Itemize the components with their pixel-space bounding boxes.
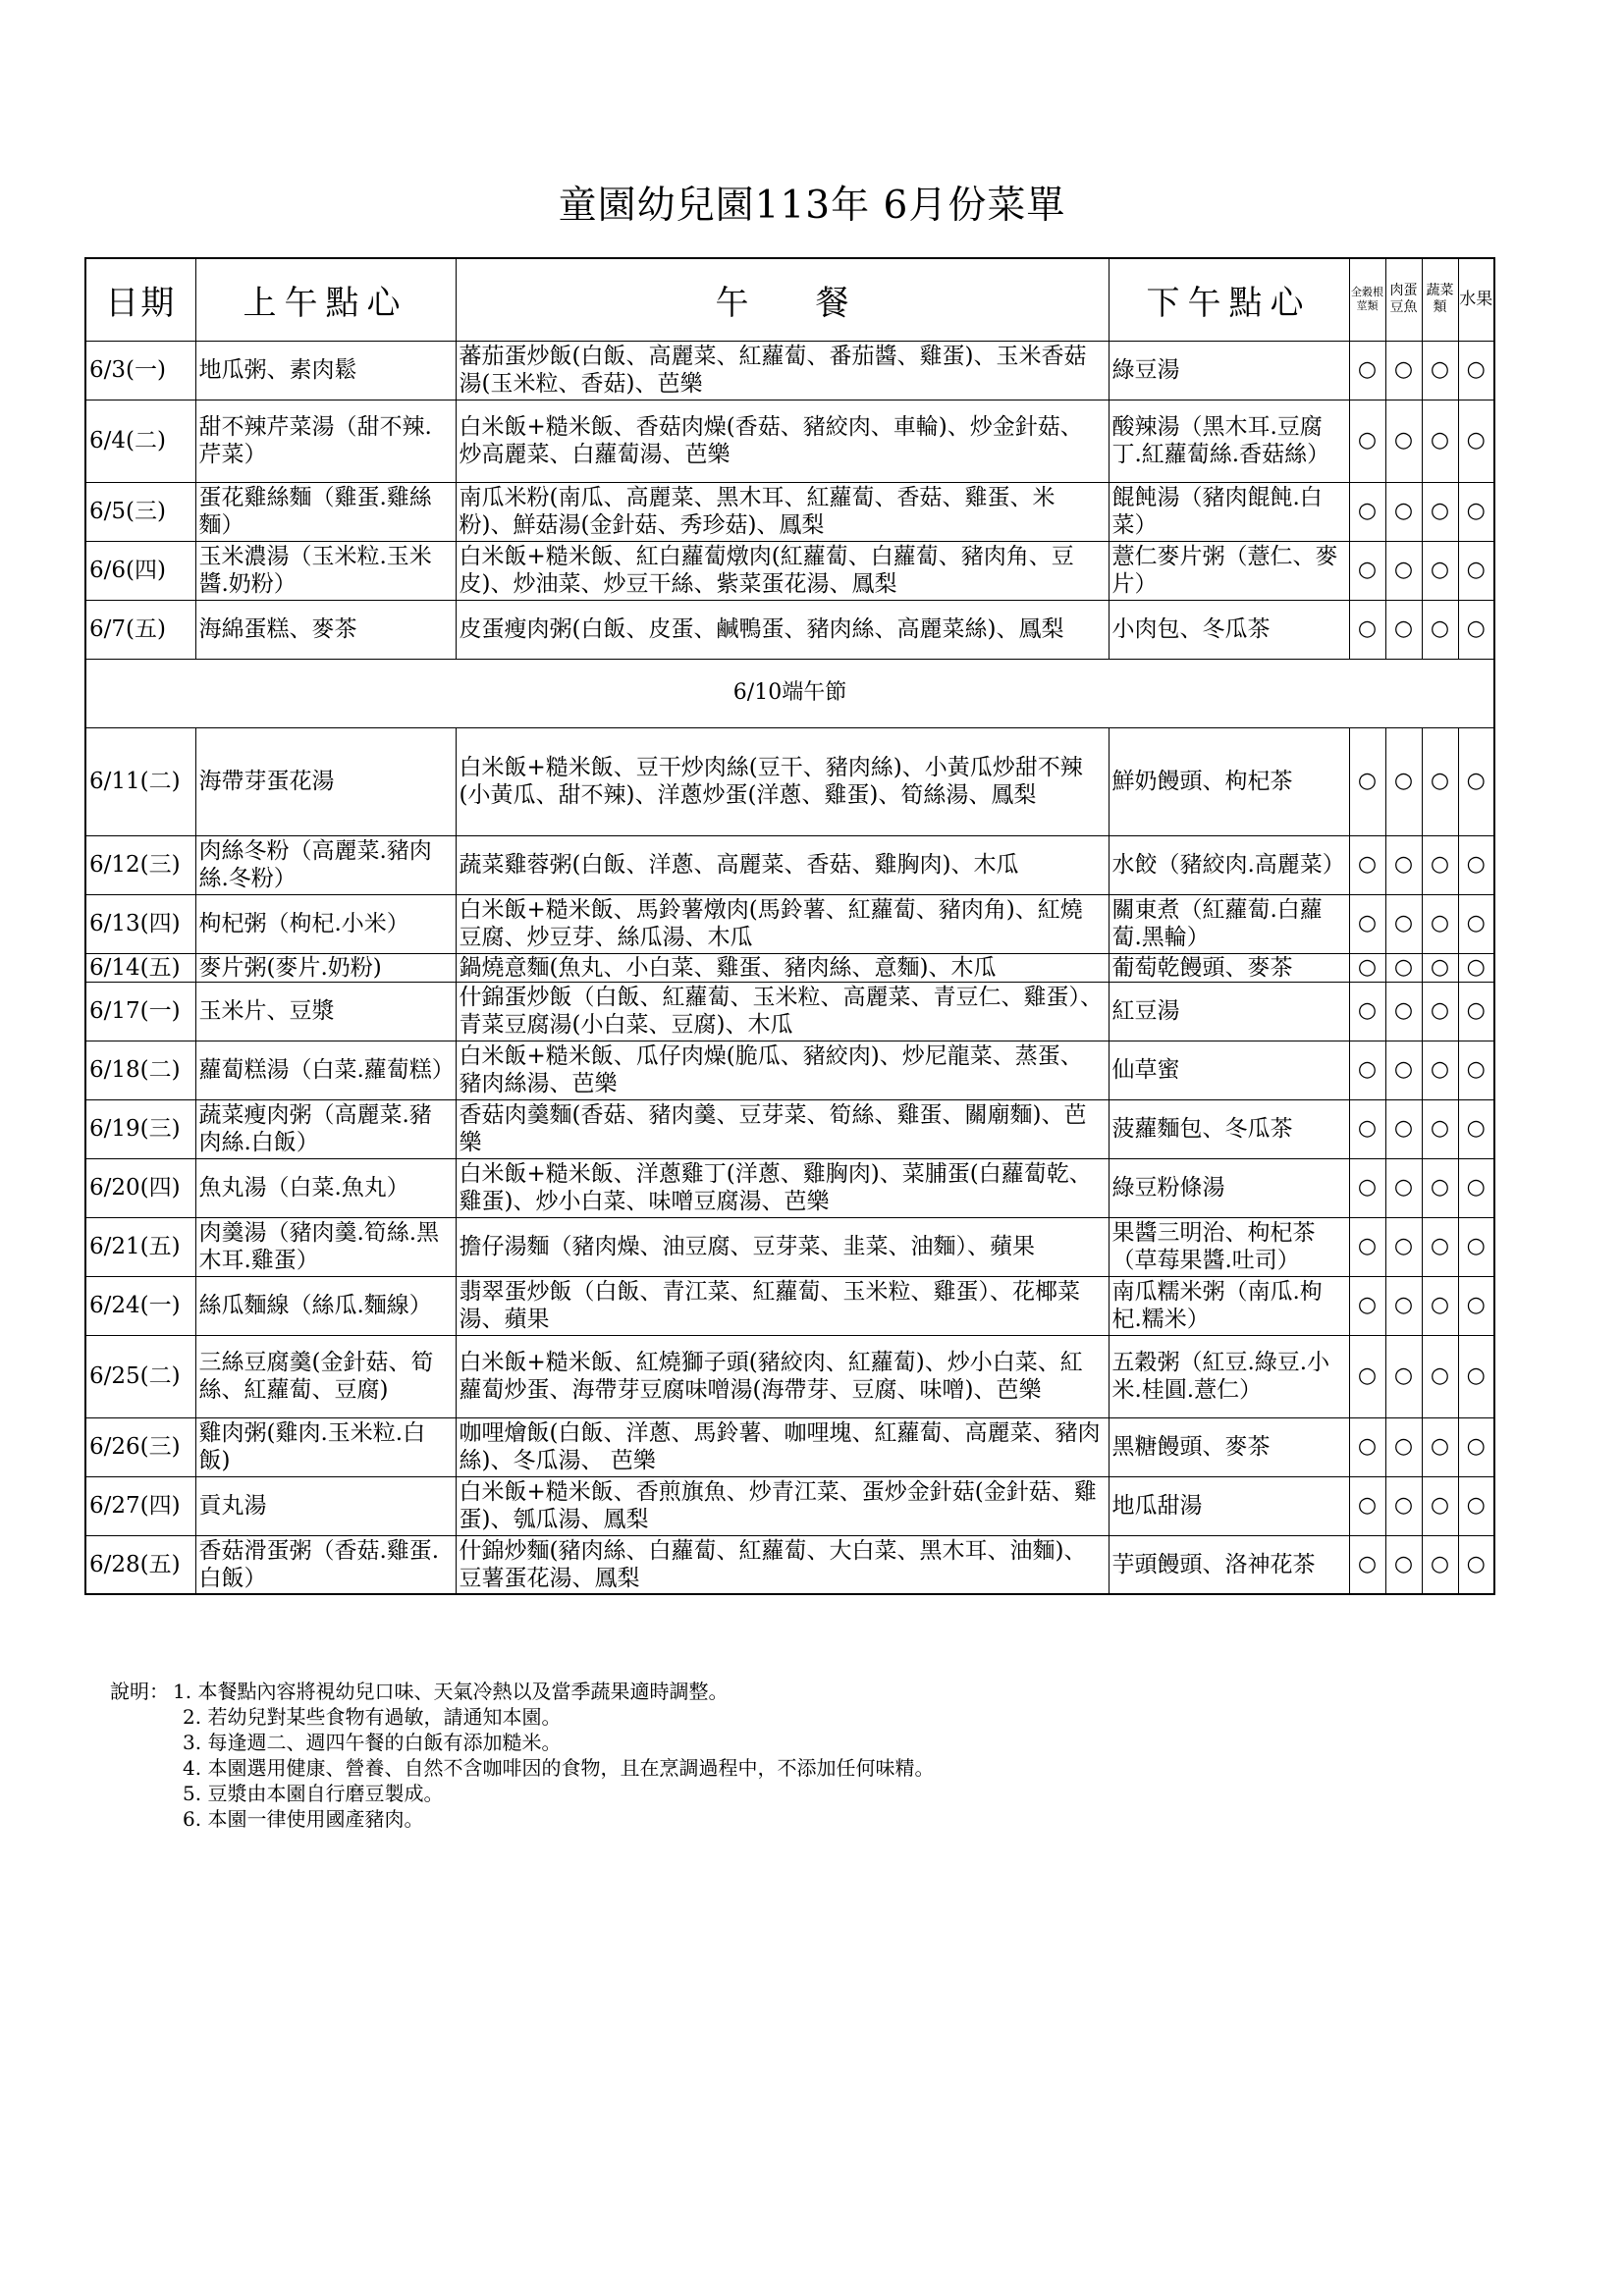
menu-row (85, 600, 1494, 659)
lunch-cell: 白米飯+糙米飯、香菇肉燥(香菇、豬絞肉、車輪)、炒金針菇、炒高麗菜、白蘿蔔湯、芭樂 (456, 400, 1109, 482)
food-group-mark: ○ (1422, 835, 1458, 894)
date-cell: 6/21(五) (85, 1217, 195, 1276)
lunch-cell: 南瓜米粉(南瓜、高麗菜、黑木耳、紅蘿蔔、香菇、雞蛋、米粉)、鮮菇湯(金針菇、秀珍菇)、鳳梨 (456, 482, 1109, 541)
afternoon-snack-cell: 鮮奶饅頭、枸杞茶 (1109, 727, 1349, 835)
afternoon-snack-cell: 小肉包、冬瓜茶 (1109, 600, 1349, 659)
menu-row (85, 1099, 1494, 1158)
food-group-mark: ○ (1458, 1158, 1494, 1217)
food-group-mark: ○ (1349, 982, 1385, 1041)
menu-row (85, 1041, 1494, 1099)
menu-row (85, 1417, 1494, 1476)
morning-snack-cell: 三絲豆腐羹(金針菇、筍絲、紅蘿蔔、豆腐) (195, 1335, 456, 1417)
food-group-mark: ○ (1458, 894, 1494, 953)
food-group-mark: ○ (1422, 727, 1458, 835)
menu-row (85, 1276, 1494, 1335)
food-group-mark: ○ (1349, 727, 1385, 835)
food-group-mark: ○ (1422, 341, 1458, 400)
food-group-mark: ○ (1349, 894, 1385, 953)
food-group-mark: ○ (1458, 400, 1494, 482)
note-line-1 (110, 1679, 934, 1704)
food-group-mark: ○ (1349, 400, 1385, 482)
afternoon-snack-cell: 芋頭饅頭、洛神花茶 (1109, 1535, 1349, 1594)
note-item: 4. 本園選用健康、營養、自然不含咖啡因的食物，且在烹調過程中，不添加任何味精。 (183, 1756, 935, 1780)
date-cell: 6/7(五) (85, 600, 195, 659)
afternoon-snack-cell: 綠豆粉條湯 (1109, 1158, 1349, 1217)
food-group-mark: ○ (1349, 1476, 1385, 1535)
food-group-mark: ○ (1422, 982, 1458, 1041)
header-morning-snack: 上午點心 (195, 258, 456, 341)
food-group-mark: ○ (1422, 1158, 1458, 1217)
food-group-mark: ○ (1458, 1217, 1494, 1276)
morning-snack-cell: 魚丸湯（白菜.魚丸） (195, 1158, 456, 1217)
food-group-mark: ○ (1458, 982, 1494, 1041)
lunch-cell: 蔬菜雞蓉粥(白飯、洋蔥、高麗菜、香菇、雞胸肉)、木瓜 (456, 835, 1109, 894)
menu-row (85, 1535, 1494, 1594)
date-cell: 6/19(三) (85, 1099, 195, 1158)
morning-snack-cell: 地瓜粥、素肉鬆 (195, 341, 456, 400)
afternoon-snack-cell: 酸辣湯（黑木耳.豆腐丁.紅蘿蔔絲.香菇絲） (1109, 400, 1349, 482)
morning-snack-cell: 蔬菜瘦肉粥（高麗菜.豬肉絲.白飯） (195, 1099, 456, 1158)
header-date: 日期 (85, 258, 195, 341)
food-group-mark: ○ (1422, 1535, 1458, 1594)
afternoon-snack-cell: 黑糖饅頭、麥茶 (1109, 1417, 1349, 1476)
morning-snack-cell: 甜不辣芹菜湯（甜不辣.芹菜） (195, 400, 456, 482)
lunch-cell: 什錦炒麵(豬肉絲、白蘿蔔、紅蘿蔔、大白菜、黑木耳、油麵)、豆薯蛋花湯、鳳梨 (456, 1535, 1109, 1594)
food-group-mark: ○ (1422, 400, 1458, 482)
date-cell: 6/25(二) (85, 1335, 195, 1417)
food-group-mark: ○ (1385, 982, 1422, 1041)
food-group-mark: ○ (1422, 1417, 1458, 1476)
lunch-cell: 咖哩燴飯(白飯、洋蔥、馬鈴薯、咖哩塊、紅蘿蔔、高麗菜、豬肉絲)、冬瓜湯、 芭樂 (456, 1417, 1109, 1476)
date-cell: 6/12(三) (85, 835, 195, 894)
food-group-mark: ○ (1349, 1276, 1385, 1335)
header-lunch: 午 餐 (456, 258, 1109, 341)
food-group-mark: ○ (1385, 894, 1422, 953)
food-group-mark: ○ (1349, 1099, 1385, 1158)
morning-snack-cell: 枸杞粥（枸杞.小米） (195, 894, 456, 953)
note-item: 2. 若幼兒對某些食物有過敏，請通知本園。 (183, 1705, 562, 1729)
afternoon-snack-cell: 五穀粥（紅豆.綠豆.小米.桂圓.薏仁） (1109, 1335, 1349, 1417)
afternoon-snack-cell: 葡萄乾饅頭、麥茶 (1109, 953, 1349, 982)
food-group-mark: ○ (1422, 1276, 1458, 1335)
afternoon-snack-cell: 南瓜糯米粥（南瓜.枸杞.糯米） (1109, 1276, 1349, 1335)
note-item: 1. 本餐點內容將視幼兒口味、天氣冷熱以及當季蔬果適時調整。 (173, 1680, 729, 1703)
morning-snack-cell: 肉羹湯（豬肉羹.筍絲.黑木耳.雞蛋） (195, 1217, 456, 1276)
menu-row (85, 1476, 1494, 1535)
food-group-mark: ○ (1422, 1217, 1458, 1276)
food-group-mark: ○ (1385, 600, 1422, 659)
menu-row (85, 835, 1494, 894)
food-group-mark: ○ (1422, 894, 1458, 953)
header-fruit: 水果 (1458, 258, 1494, 341)
morning-snack-cell: 肉絲冬粉（高麗菜.豬肉絲.冬粉） (195, 835, 456, 894)
lunch-cell: 翡翠蛋炒飯（白飯、青江菜、紅蘿蔔、玉米粒、雞蛋）、花椰菜湯、蘋果 (456, 1276, 1109, 1335)
lunch-cell: 香菇肉羹麵(香菇、豬肉羹、豆芽菜、筍絲、雞蛋、關廟麵)、芭樂 (456, 1099, 1109, 1158)
afternoon-snack-cell: 地瓜甜湯 (1109, 1476, 1349, 1535)
food-group-mark: ○ (1458, 341, 1494, 400)
food-group-mark: ○ (1385, 1217, 1422, 1276)
notes (110, 1679, 934, 1832)
note-item: 5. 豆漿由本園自行磨豆製成。 (183, 1782, 444, 1805)
lunch-cell: 蕃茄蛋炒飯(白飯、高麗菜、紅蘿蔔、番茄醬、雞蛋)、玉米香菇湯(玉米粒、香菇)、芭樂 (456, 341, 1109, 400)
food-group-mark: ○ (1349, 1041, 1385, 1099)
menu-row (85, 1335, 1494, 1417)
lunch-cell: 白米飯+糙米飯、瓜仔肉燥(脆瓜、豬絞肉)、炒尼龍菜、蒸蛋、豬肉絲湯、芭樂 (456, 1041, 1109, 1099)
lunch-cell: 鍋燒意麵(魚丸、小白菜、雞蛋、豬肉絲、意麵)、木瓜 (456, 953, 1109, 982)
food-group-mark: ○ (1422, 1476, 1458, 1535)
food-group-mark: ○ (1458, 1417, 1494, 1476)
food-group-mark: ○ (1458, 1099, 1494, 1158)
food-group-mark: ○ (1385, 1041, 1422, 1099)
lunch-cell: 白米飯+糙米飯、洋蔥雞丁(洋蔥、雞胸肉)、菜脯蛋(白蘿蔔乾、雞蛋)、炒小白菜、味噌豆腐湯、芭樂 (456, 1158, 1109, 1217)
date-cell: 6/28(五) (85, 1535, 195, 1594)
header-afternoon-snack: 下午點心 (1109, 258, 1349, 341)
note-item: 6. 本園一律使用國產豬肉。 (183, 1807, 424, 1831)
lunch-cell: 白米飯+糙米飯、紅燒獅子頭(豬絞肉、紅蘿蔔)、炒小白菜、紅蘿蔔炒蛋、海帶芽豆腐味噌湯(海帶芽、豆腐、味噌)、芭樂 (456, 1335, 1109, 1417)
food-group-mark: ○ (1385, 1335, 1422, 1417)
food-group-mark: ○ (1385, 482, 1422, 541)
food-group-mark: ○ (1385, 727, 1422, 835)
date-cell: 6/17(一) (85, 982, 195, 1041)
lunch-cell: 皮蛋瘦肉粥(白飯、皮蛋、鹹鴨蛋、豬肉絲、高麗菜絲)、鳳梨 (456, 600, 1109, 659)
menu-row (85, 1217, 1494, 1276)
food-group-mark: ○ (1349, 1417, 1385, 1476)
menu-row (85, 953, 1494, 982)
date-cell: 6/4(二) (85, 400, 195, 482)
lunch-cell: 什錦蛋炒飯（白飯、紅蘿蔔、玉米粒、高麗菜、青豆仁、雞蛋）、青菜豆腐湯(小白菜、豆腐)、木瓜 (456, 982, 1109, 1041)
holiday-row (85, 659, 1494, 727)
food-group-mark: ○ (1458, 1041, 1494, 1099)
food-group-mark: ○ (1385, 1417, 1422, 1476)
food-group-mark: ○ (1458, 727, 1494, 835)
menu-row (85, 341, 1494, 400)
note-item: 3. 每逢週二、週四午餐的白飯有添加糙米。 (183, 1731, 562, 1754)
date-cell: 6/26(三) (85, 1417, 195, 1476)
menu-body (85, 341, 1494, 1594)
food-group-mark: ○ (1458, 541, 1494, 600)
date-cell: 6/24(一) (85, 1276, 195, 1335)
date-cell: 6/3(一) (85, 341, 195, 400)
afternoon-snack-cell: 菠蘿麵包、冬瓜茶 (1109, 1099, 1349, 1158)
afternoon-snack-cell: 關東煮（紅蘿蔔.白蘿蔔.黑輪） (1109, 894, 1349, 953)
food-group-mark: ○ (1458, 600, 1494, 659)
header-vegetables: 蔬菜類 (1422, 258, 1458, 341)
menu-table (84, 257, 1495, 1595)
food-group-mark: ○ (1385, 953, 1422, 982)
food-group-mark: ○ (1349, 953, 1385, 982)
morning-snack-cell: 香菇滑蛋粥（香菇.雞蛋.白飯） (195, 1535, 456, 1594)
date-cell: 6/27(四) (85, 1476, 195, 1535)
morning-snack-cell: 雞肉粥(雞肉.玉米粒.白飯) (195, 1417, 456, 1476)
morning-snack-cell: 玉米濃湯（玉米粒.玉米醬.奶粉） (195, 541, 456, 600)
food-group-mark: ○ (1385, 1158, 1422, 1217)
food-group-mark: ○ (1458, 1335, 1494, 1417)
food-group-mark: ○ (1422, 600, 1458, 659)
menu-row (85, 482, 1494, 541)
menu-row (85, 727, 1494, 835)
menu-row (85, 541, 1494, 600)
food-group-mark: ○ (1385, 835, 1422, 894)
page-title: 童園幼兒園113年 6月份菜單 (558, 184, 1066, 228)
menu-row (85, 894, 1494, 953)
afternoon-snack-cell: 紅豆湯 (1109, 982, 1349, 1041)
holiday-label: 6/10端午節 (85, 659, 1494, 727)
food-group-mark: ○ (1385, 1099, 1422, 1158)
menu-row (85, 982, 1494, 1041)
food-group-mark: ○ (1385, 341, 1422, 400)
food-group-mark: ○ (1385, 1535, 1422, 1594)
date-cell: 6/18(二) (85, 1041, 195, 1099)
food-group-mark: ○ (1385, 1276, 1422, 1335)
food-group-mark: ○ (1349, 1335, 1385, 1417)
food-group-mark: ○ (1349, 482, 1385, 541)
date-cell: 6/6(四) (85, 541, 195, 600)
food-group-mark: ○ (1385, 400, 1422, 482)
afternoon-snack-cell: 餛飩湯（豬肉餛飩.白菜） (1109, 482, 1349, 541)
afternoon-snack-cell: 水餃（豬絞肉.高麗菜） (1109, 835, 1349, 894)
notes-lead: 說明： (110, 1680, 169, 1703)
date-cell: 6/5(三) (85, 482, 195, 541)
food-group-mark: ○ (1349, 835, 1385, 894)
lunch-cell: 白米飯+糙米飯、香煎旗魚、炒青江菜、蛋炒金針菇(金針菇、雞蛋)、瓠瓜湯、鳳梨 (456, 1476, 1109, 1535)
food-group-mark: ○ (1422, 953, 1458, 982)
lunch-cell: 擔仔湯麵（豬肉燥、油豆腐、豆芽菜、韭菜、油麵）、蘋果 (456, 1217, 1109, 1276)
morning-snack-cell: 蛋花雞絲麵（雞蛋.雞絲麵） (195, 482, 456, 541)
header-row (85, 258, 1494, 341)
food-group-mark: ○ (1422, 1099, 1458, 1158)
food-group-mark: ○ (1385, 1476, 1422, 1535)
food-group-mark: ○ (1458, 1276, 1494, 1335)
food-group-mark: ○ (1422, 541, 1458, 600)
morning-snack-cell: 絲瓜麵線（絲瓜.麵線） (195, 1276, 456, 1335)
food-group-mark: ○ (1422, 1335, 1458, 1417)
lunch-cell: 白米飯+糙米飯、馬鈴薯燉肉(馬鈴薯、紅蘿蔔、豬肉角)、紅燒豆腐、炒豆芽、絲瓜湯、木瓜 (456, 894, 1109, 953)
food-group-mark: ○ (1458, 1476, 1494, 1535)
afternoon-snack-cell: 果醬三明治、枸杞茶（草莓果醬.吐司） (1109, 1217, 1349, 1276)
menu-row (85, 1158, 1494, 1217)
food-group-mark: ○ (1422, 482, 1458, 541)
date-cell: 6/20(四) (85, 1158, 195, 1217)
food-group-mark: ○ (1458, 953, 1494, 982)
date-cell: 6/13(四) (85, 894, 195, 953)
header-grains: 全穀根莖類 (1349, 258, 1385, 341)
date-cell: 6/11(二) (85, 727, 195, 835)
lunch-cell: 白米飯+糙米飯、紅白蘿蔔燉肉(紅蘿蔔、白蘿蔔、豬肉角、豆皮)、炒油菜、炒豆干絲、紫菜蛋花湯、鳳梨 (456, 541, 1109, 600)
afternoon-snack-cell: 綠豆湯 (1109, 341, 1349, 400)
afternoon-snack-cell: 仙草蜜 (1109, 1041, 1349, 1099)
food-group-mark: ○ (1458, 482, 1494, 541)
date-cell: 6/14(五) (85, 953, 195, 982)
food-group-mark: ○ (1349, 541, 1385, 600)
food-group-mark: ○ (1349, 1217, 1385, 1276)
morning-snack-cell: 海帶芽蛋花湯 (195, 727, 456, 835)
food-group-mark: ○ (1349, 1158, 1385, 1217)
morning-snack-cell: 貢丸湯 (195, 1476, 456, 1535)
morning-snack-cell: 蘿蔔糕湯（白菜.蘿蔔糕） (195, 1041, 456, 1099)
food-group-mark: ○ (1349, 600, 1385, 659)
food-group-mark: ○ (1385, 541, 1422, 600)
food-group-mark: ○ (1349, 1535, 1385, 1594)
lunch-cell: 白米飯+糙米飯、豆干炒肉絲(豆干、豬肉絲)、小黃瓜炒甜不辣(小黃瓜、甜不辣)、洋蔥炒蛋(洋蔥、雞蛋)、筍絲湯、鳳梨 (456, 727, 1109, 835)
header-protein: 肉蛋豆魚 (1385, 258, 1422, 341)
food-group-mark: ○ (1458, 1535, 1494, 1594)
menu-row (85, 400, 1494, 482)
food-group-mark: ○ (1349, 341, 1385, 400)
food-group-mark: ○ (1458, 835, 1494, 894)
food-group-mark: ○ (1422, 1041, 1458, 1099)
morning-snack-cell: 海綿蛋糕、麥茶 (195, 600, 456, 659)
morning-snack-cell: 玉米片、豆漿 (195, 982, 456, 1041)
afternoon-snack-cell: 薏仁麥片粥（薏仁、麥片） (1109, 541, 1349, 600)
morning-snack-cell: 麥片粥(麥片.奶粉) (195, 953, 456, 982)
